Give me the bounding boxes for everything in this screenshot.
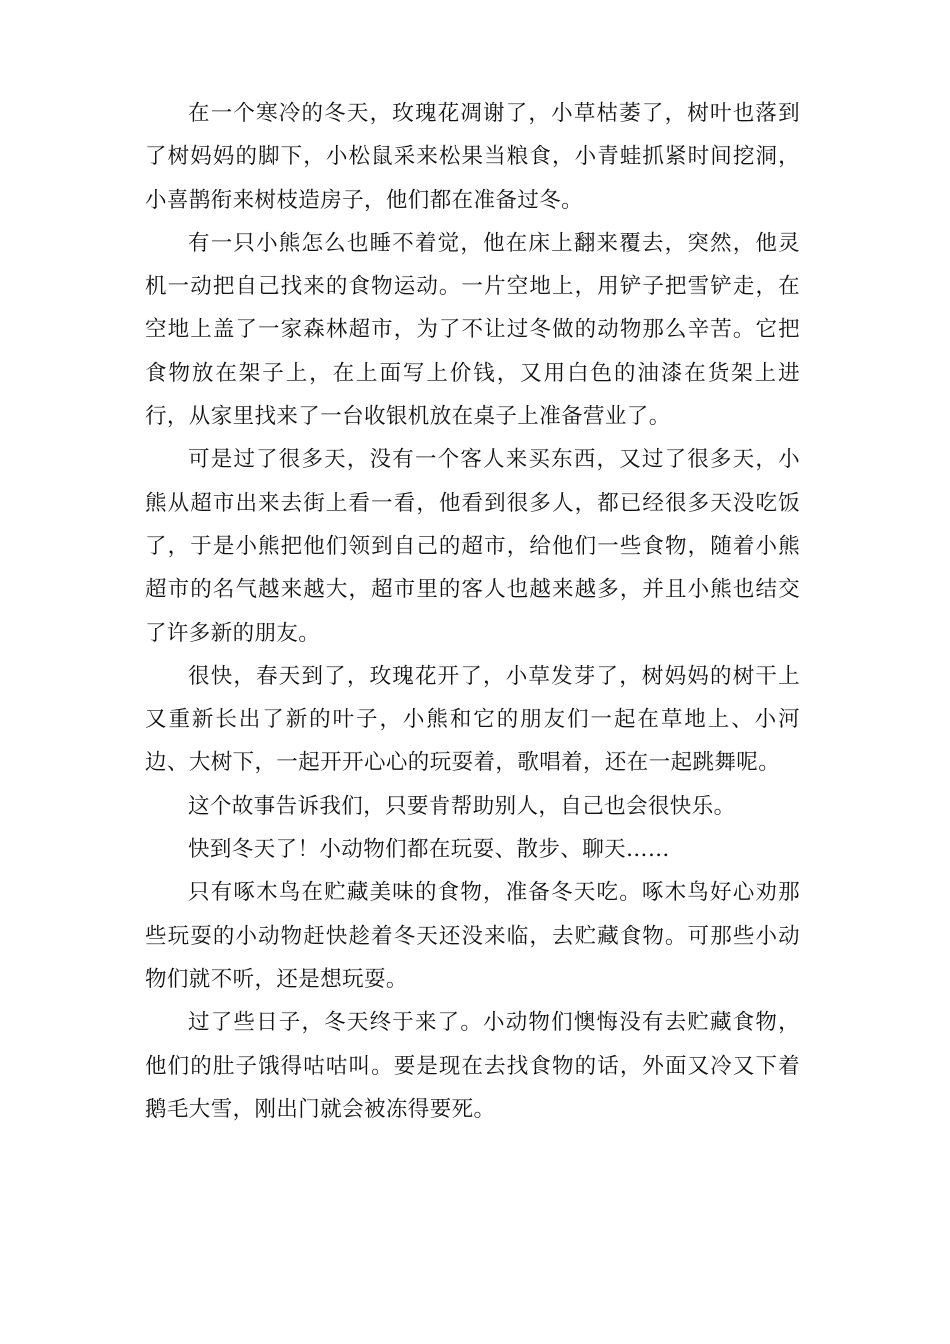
paragraph-4: 很快，春天到了，玫瑰花开了，小草发芽了，树妈妈的树干上又重新长出了新的叶子，小熊和它的朋友们一起在草地上、小河边、大树下，一起开开心心的玩耍着，歌唱着，还在一起跳舞呢。 (145, 663, 800, 776)
paragraph-8: 过了些日子，冬天终于来了。小动物们懊悔没有去贮藏食物，他们的肚子饿得咕咕叫。要是现在去找食物的话，外面又冷又下着鹅毛大雪，刚出门就会被冻得要死。 (145, 1010, 800, 1122)
paragraph-1: 在一个寒冷的冬天，玫瑰花凋谢了，小草枯萎了，树叶也落到了树妈妈的脚下，小松鼠采来松果当粮食，小青蛙抓紧时间挖洞，小喜鹊衔来树枝造房子，他们都在准备过冬。 (145, 101, 800, 213)
paragraph-2: 有一只小熊怎么也睡不着觉，他在床上翻来覆去，突然，他灵机一动把自己找来的食物运动。一片空地上，用铲子把雪铲走，在空地上盖了一家森林超市，为了不让过冬做的动物那么辛苦。它把食物放在架子上，在上面写上价钱，又用白色的油漆在货架上进行，从家里找来了一台收银机放在桌子上准备营业了。 (145, 230, 800, 430)
document-body (145, 92, 800, 1131)
paragraph-6: 快到冬天了！小动物们都在玩耍、散步、聊天…… (188, 837, 670, 863)
paragraph-3: 可是过了很多天，没有一个客人来买东西，又过了很多天，小熊从超市出来去街上看一看，他看到很多人，都已经很多天没吃饭了，于是小熊把他们领到自己的超市，给他们一些食物，随着小熊超市的名气越来越大，超市里的客人也越来越多，并且小熊也结交了许多新的朋友。 (145, 447, 800, 646)
paragraph-5: 这个故事告诉我们，只要肯帮助别人，自己也会很快乐。 (188, 793, 736, 819)
paragraph-7: 只有啄木鸟在贮藏美味的食物，准备冬天吃。啄木鸟好心劝那些玩耍的小动物赶快趁着冬天还没来临，去贮藏食物。可那些小动物们就不听，还是想玩耍。 (145, 880, 800, 992)
